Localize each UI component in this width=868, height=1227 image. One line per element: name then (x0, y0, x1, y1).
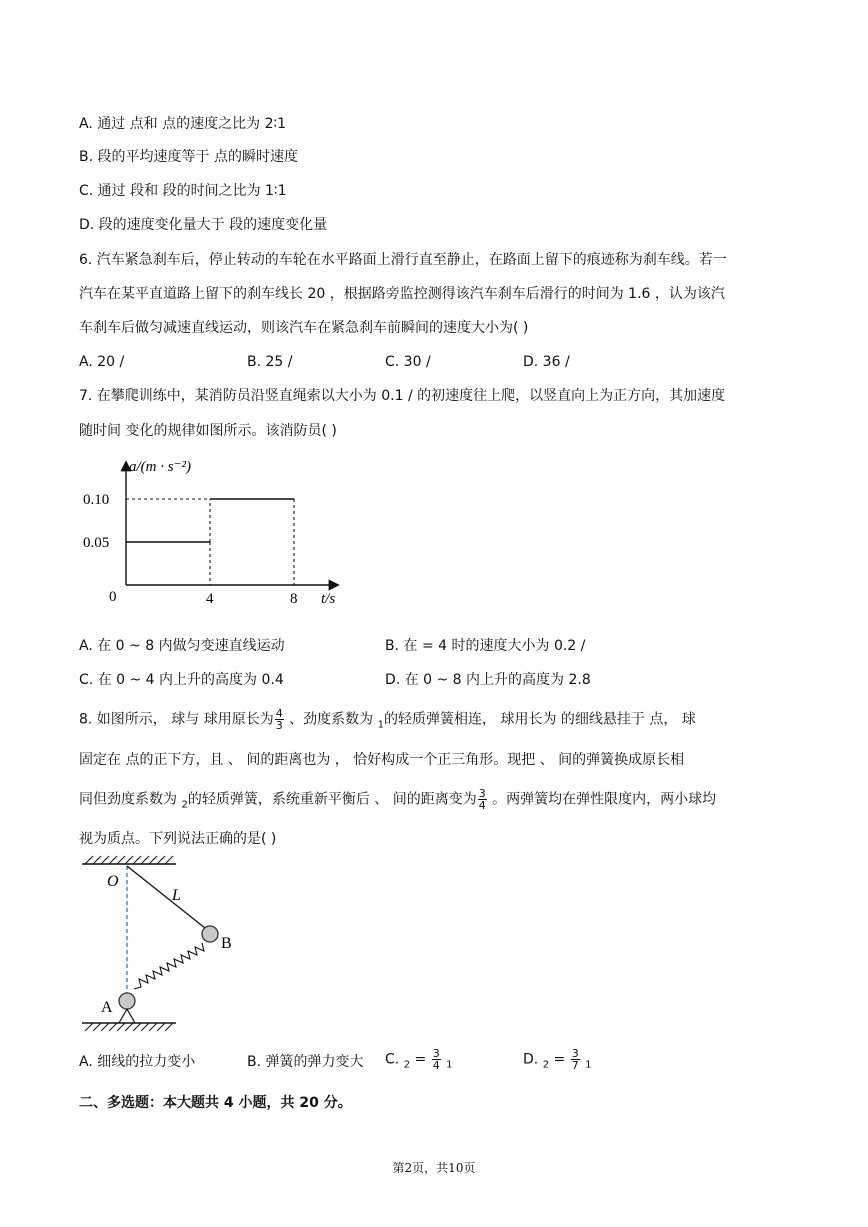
q8-stem-3b: 的轻质弹簧，系统重新平衡后 、 间的距离变为 (187, 791, 477, 808)
q8-stem-line-1 (79, 708, 696, 736)
section-header-multiple-choice: 二、多选题：本大题共 4 小题，共 20 分。 (79, 1095, 352, 1111)
frac-numerator: 3 (432, 1047, 440, 1060)
q8-stem-line-3 (79, 788, 716, 816)
ball-a (119, 993, 135, 1009)
support-left (119, 1009, 127, 1023)
q6-option-c: C. 30 / (385, 354, 431, 370)
y-axis-label: a/(m · s⁻²) (129, 459, 191, 475)
y-tick-0.05: 0.05 (83, 535, 110, 551)
label-o: O (107, 873, 119, 890)
q8-stem-line-2: 固定在 点的正下方，且 、 间的距离也为 ， 恰好构成一个正三角形。现把 、 间的弹簧换成原长相 (79, 752, 685, 768)
frac-denominator: 4 (478, 799, 486, 812)
q8-stem-3a: 同但劲度系数为 (79, 791, 182, 808)
q8-option-b: B. 弹簧的弹力变大 (247, 1054, 364, 1070)
q7-option-c: C. 在 0 ~ 4 内上升的高度为 0.4 (79, 672, 284, 688)
q7-option-b: B. 在 = 4 时的速度大小为 0.2 / (385, 638, 586, 654)
fraction-three-quarters (478, 788, 487, 811)
q8-option-d-eq: = (549, 1051, 570, 1068)
floor-hatch (85, 1023, 173, 1031)
frac-denominator: 7 (571, 1059, 579, 1072)
q7-stem-line-1: 7. 在攀爬训练中，某消防员沿竖直绳索以大小为 0.1 / 的初速度往上爬，以竖直向上为正方向，其加速度 (79, 388, 726, 404)
x-axis-label: t/s (321, 591, 336, 607)
q5-option-b: B. 段的平均速度等于 点的瞬时速度 (79, 149, 298, 165)
q8-option-d-fraction (571, 1048, 580, 1071)
spring (134, 943, 204, 989)
q8-option-d-sub2: 1 (585, 1059, 592, 1071)
q5-option-a: A. 通过 点和 点的速度之比为 2∶1 (79, 116, 287, 132)
frac-numerator: 3 (571, 1047, 579, 1060)
origin-label: 0 (109, 589, 117, 605)
ball-b (202, 926, 218, 942)
fraction-four-thirds (275, 708, 284, 731)
spring-pendulum-diagram (79, 854, 249, 1039)
q8-option-d-sub1: 2 (542, 1059, 550, 1071)
q6-option-a: A. 20 / (79, 354, 125, 370)
string-l (127, 866, 210, 932)
q6-stem-line-2: 汽车在某平直道路上留下的刹车线长 20 ，根据路旁监控测得该汽车刹车后滑行的时间为 1.6 ，认为该汽 (79, 286, 725, 302)
frac-numerator: 4 (275, 707, 283, 720)
page-footer: 第2页，共10页 (392, 1161, 476, 1175)
q8-stem-1b: 、劲度系数为 (284, 711, 378, 728)
label-b: B (221, 935, 232, 952)
q8-stem-line-4: 视为质点。下列说法正确的是( ) (79, 831, 277, 847)
q6-option-b: B. 25 / (247, 354, 293, 370)
q8-option-d-prefix: D. (523, 1051, 543, 1068)
q8-option-c (385, 1048, 453, 1076)
acceleration-time-chart (79, 455, 349, 615)
q6-stem-line-3: 车刹车后做匀减速直线运动，则该汽车在紧急刹车前瞬间的速度大小为( ) (79, 320, 529, 336)
q8-option-c-sub1: 2 (403, 1059, 411, 1071)
q8-stem-1b-sub: 1 (377, 719, 384, 731)
q8-option-d (523, 1048, 592, 1076)
q6-option-d: D. 36 / (523, 354, 570, 370)
q7-option-d: D. 在 0 ~ 8 内上升的高度为 2.8 (385, 672, 591, 688)
q8-stem-3a-sub: 2 (181, 799, 188, 811)
q8-option-c-sub2: 1 (446, 1059, 453, 1071)
x-tick-8: 8 (290, 591, 298, 607)
q8-stem-1c: 的轻质弹簧相连， 球用长为 的细线悬挂于 点， 球 (384, 711, 696, 728)
q8-option-c-fraction (432, 1048, 441, 1071)
q7-stem-line-2: 随时间 变化的规律如图所示。该消防员( ) (79, 423, 337, 439)
q6-stem-line-1: 6. 汽车紧急刹车后，停止转动的车轮在水平路面上滑行直至静止，在路面上留下的痕迹称为刹车线。若一 (79, 252, 727, 268)
frac-denominator: 3 (275, 719, 283, 732)
x-tick-4: 4 (206, 591, 214, 607)
frac-numerator: 3 (478, 787, 486, 800)
q5-option-d: D. 段的速度变化量大于 段的速度变化量 (79, 217, 328, 233)
q8-option-c-eq: = (410, 1051, 431, 1068)
q8-stem-3c: 。两弹簧均在弹性限度内，两小球均 (487, 791, 717, 808)
q8-option-c-prefix: C. (385, 1051, 404, 1068)
support-right (127, 1009, 135, 1023)
q5-option-c: C. 通过 段和 段的时间之比为 1∶1 (79, 183, 287, 199)
label-a: A (101, 999, 113, 1016)
frac-denominator: 4 (432, 1059, 440, 1072)
q8-stem-1a: 8. 如图所示， 球与 球用原长为 (79, 711, 274, 728)
q8-option-a: A. 细线的拉力变小 (79, 1054, 196, 1070)
ceiling-hatch (85, 856, 173, 864)
y-tick-0.10: 0.10 (83, 492, 110, 508)
q7-option-a: A. 在 0 ~ 8 内做匀变速直线运动 (79, 638, 285, 654)
label-l: L (172, 887, 181, 904)
